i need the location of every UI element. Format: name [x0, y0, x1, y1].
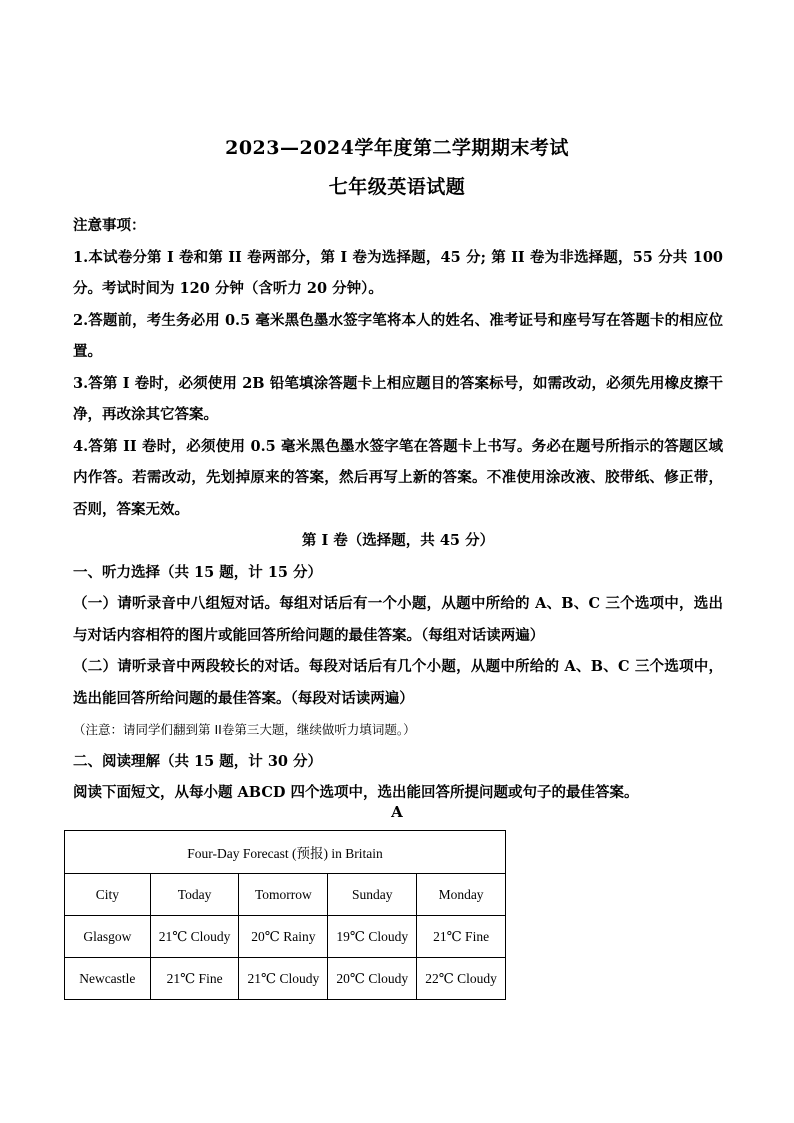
exam-subtitle: 七年级英语试题 [328, 176, 466, 198]
table-cell: 20℃ Cloudy [328, 958, 417, 1000]
notice-item-4: 4.答第 II 卷时，必须使用 0.5 毫米黑色墨水签字笔在答题卡上书写。务必在题号所指示的答题区域内作答。若需改动，先划掉原来的答案，然后再写上新的答案。不准使用涂改液、胶带纸、修正带，否则，答案无效。 [73, 437, 723, 518]
forecast-table [64, 830, 506, 1000]
exam-title: 2023—2024学年度第二学期期末考试 [225, 137, 569, 159]
notice-item-2: 2.答题前，考生务必用 0.5 毫米黑色墨水签字笔将本人的姓名、准考证号和座号写在答题卡的相应位置。 [73, 311, 723, 360]
listening-note: （注意：请同学们翻到第 II卷第三大题，继续做听力填词题。） [73, 722, 416, 737]
header-sunday: Sunday [328, 874, 417, 916]
table-cell: 21℃ Cloudy [150, 916, 239, 958]
listening-sub1: （一）请听录音中八组短对话。每组对话后有一个小题，从题中所给的 A、B、C 三个选项中，选出与对话内容相符的图片或能回答所给问题的最佳答案。（每组对话读两遍） [73, 595, 723, 644]
table-row [65, 916, 506, 958]
table-cell: 22℃ Cloudy [417, 958, 506, 1000]
listening-heading: 一、听力选择（共 15 题，计 15 分） [73, 563, 323, 581]
table-cell: 20℃ Rainy [239, 916, 328, 958]
table-header-row [65, 874, 506, 916]
header-city: City [65, 874, 151, 916]
table-cell: Newcastle [65, 958, 151, 1000]
header-monday: Monday [417, 874, 506, 916]
table-row [65, 958, 506, 1000]
header-today: Today [150, 874, 239, 916]
table-cell: Glasgow [65, 916, 151, 958]
listening-sub2: （二）请听录音中两段较长的对话。每段对话后有几个小题，从题中所给的 A、B、C 三个选项中，选出能回答所给问题的最佳答案。（每段对话读两遍） [73, 658, 723, 707]
reading-heading: 二、阅读理解（共 15 题，计 30 分） [73, 752, 323, 770]
table-caption: Four-Day Forecast (预报) in Britain [65, 831, 506, 874]
passage-label: A [391, 803, 403, 821]
table-cell: 19℃ Cloudy [328, 916, 417, 958]
exam-content [73, 210, 723, 809]
notice-item-3: 3.答第 I 卷时，必须使用 2B 铅笔填涂答题卡上相应题目的答案标号，如需改动，必须先用橡皮擦干净，再改涂其它答案。 [73, 374, 723, 423]
notice-item-1: 1.本试卷分第 I 卷和第 II 卷两部分，第 I 卷为选择题，45 分; 第 II 卷为非选择题，55 分共 100 分。考试时间为 120 分钟（含听力 20 分钟）。 [73, 248, 723, 297]
table-cell: 21℃ Cloudy [239, 958, 328, 1000]
reading-instruction: 阅读下面短文，从每小题 ABCD 四个选项中，选出能回答所提问题或句子的最佳答案。 [73, 784, 639, 801]
notice-heading: 注意事项： [73, 217, 146, 234]
header-tomorrow: Tomorrow [239, 874, 328, 916]
table-cell: 21℃ Fine [417, 916, 506, 958]
part1-heading: 第 I 卷（选择题，共 45 分） [301, 532, 495, 549]
table-cell: 21℃ Fine [150, 958, 239, 1000]
table-caption-row [65, 831, 506, 874]
